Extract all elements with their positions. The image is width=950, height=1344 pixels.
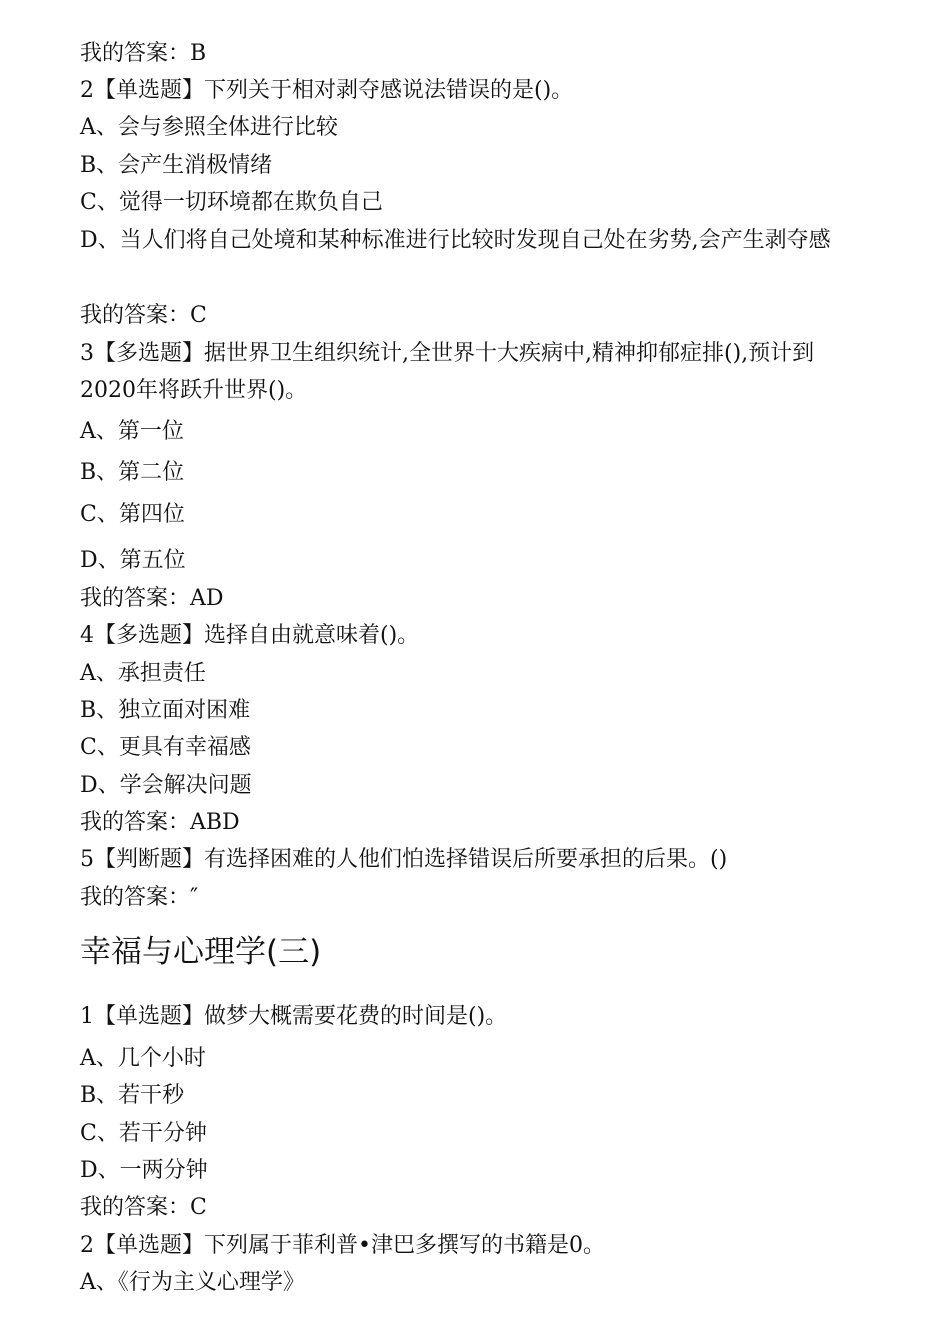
option-line: C、第四位 [80,502,185,527]
question-line: 1【单选题】做梦大概需要花费的时间是()。 [80,1004,508,1029]
option-line: D、学会解决问题 [80,773,252,798]
option-line: A、会与参照全体进行比较 [80,115,338,140]
answer-line: 我的答案：C [80,1195,207,1220]
option-line: D、第五位 [80,548,186,573]
section-title: 幸福与心理学(三) [80,934,322,970]
answer-line: 我的答案：ABD [80,810,240,835]
option-line: B、第二位 [80,460,185,485]
answer-line: 我的答案：AD [80,586,224,611]
answer-line: 我的答案：B [80,41,207,66]
option-line: C、觉得一切环境都在欺负自己 [80,190,383,215]
option-line: C、若干分钟 [80,1121,207,1146]
question-line: 4【多选题】选择自由就意味着()。 [80,623,420,648]
option-line: A、第一位 [80,419,184,444]
question-line: 2【单选题】下列关于相对剥夺感说法错误的是()。 [80,78,574,103]
option-line: A、承担责任 [80,661,206,686]
option-line: B、若干秒 [80,1083,185,1108]
option-line: D、一两分钟 [80,1158,208,1183]
option-line: B、会产生消极情绪 [80,153,273,178]
answer-line: 我的答案：C [80,303,207,328]
option-line: B、独立面对困难 [80,698,251,723]
question-line: 2【单选题】下列属于菲利普•津巴多撰写的书籍是0。 [80,1233,605,1258]
option-line: A、几个小时 [80,1046,206,1071]
option-line: C、更具有幸福感 [80,735,251,760]
option-line: D、当人们将自己处境和某种标准进行比较时发现自己处在劣势,会产生剥夺感 [80,228,831,253]
question-line: 3【多选题】据世界卫生组织统计,全世界十大疾病中,精神抑郁症排(),预计到2020年将跃升世界()。 [80,341,815,403]
question-line: 5【判断题】有选择困难的人他们怕选择错误后所要承担的后果。() [80,847,728,872]
option-line: A、《行为主义心理学》 [80,1270,305,1295]
answer-line: 我的答案：″ [80,885,199,910]
